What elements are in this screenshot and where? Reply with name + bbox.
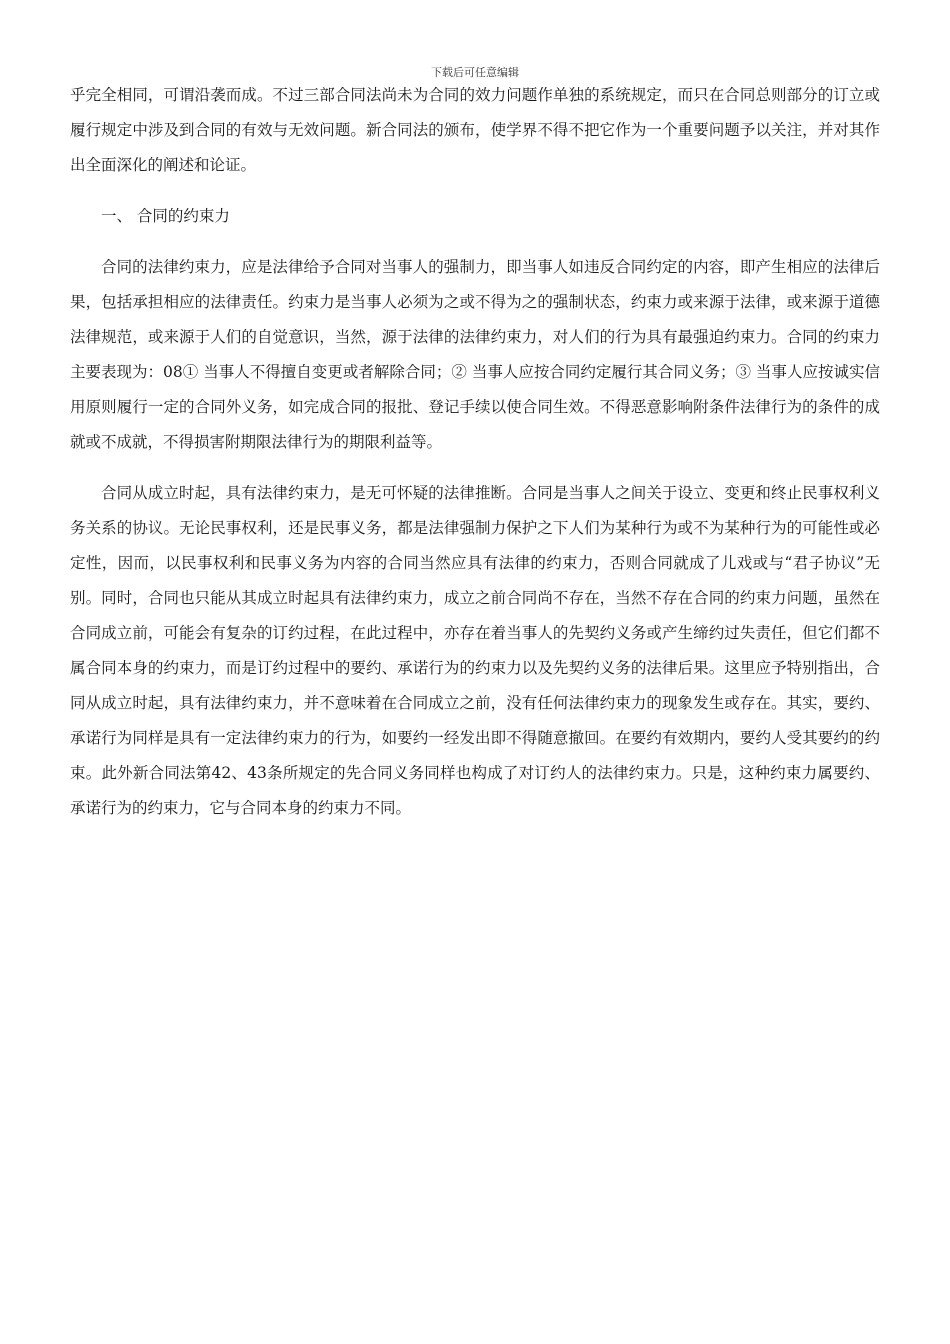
paragraph-gap: [70, 460, 880, 476]
document-body: [70, 78, 880, 826]
paragraph-gap: [70, 234, 880, 250]
paragraph-gap: [70, 183, 880, 199]
paragraph-continuation: 乎完全相同，可谓沿袭而成。不过三部合同法尚未为合同的效力问题作单独的系统规定，而只在合同总则部分的订立或履行规定中涉及到合同的有效与无效问题。新合同法的颁布，使学界不得不把它作为一个重要问题予以关注，并对其作出全面深化的阐述和论证。: [70, 86, 880, 174]
paragraph-binding-force: 合同的法律约束力，应是法律给予合同对当事人的强制力，即当事人如违反合同约定的内容，即产生相应的法律后果，包括承担相应的法律责任。约束力是当事人必须为之或不得为之的强制状态，约束力或来源于法律，或来源于道德法律规范，或来源于人们的自觉意识，当然，源于法律的法律约束力，对人们的行为具有最强迫约束力。合同的约束力主要表现为：08① 当事人不得擅自变更或者解除合同；② 当事人应按合同约定履行其合同义务；③ 当事人应按诚实信用原则履行一定的合同外义务，如完成合同的报批、登记手续以使合同生效。不得恶意影响附条件法律行为的条件的成就或不成就，不得损害附期限法律行为的期限利益等。: [70, 258, 880, 451]
page-header-note: 下载后可任意编辑: [431, 66, 519, 79]
paragraph-formation: 合同从成立时起，具有法律约束力，是无可怀疑的法律推断。合同是当事人之间关于设立、变更和终止民事权利义务关系的协议。无论民事权利，还是民事义务，都是法律强制力保护之下人们为某种行为或不为某种行为的可能性或必定性，因而，以民事权利和民事义务为内容的合同当然应具有法律的约束力，否则合同就成了儿戏或与“君子协议”无别。同时，合同也只能从其成立时起具有法律约束力，成立之前合同尚不存在，当然不存在合同的约束力问题，虽然在合同成立前，可能会有复杂的订约过程，在此过程中，亦存在着当事人的先契约义务或产生缔约过失责任，但它们都不属合同本身的约束力，而是订约过程中的要约、承诺行为的约束力以及先契约义务的法律后果。这里应予特别指出，合同从成立时起，具有法律约束力，并不意味着在合同成立之前，没有任何法律约束力的现象发生或存在。其实，要约、承诺行为同样是具有一定法律约束力的行为，如要约一经发出即不得随意撤回。在要约有效期内，要约人受其要约的约束。此外新合同法第42、43条所规定的先合同义务同样也构成了对订约人的法律约束力。只是，这种约束力属要约、承诺行为的约束力，它与合同本身的约束力不同。: [70, 484, 880, 817]
section-heading: 一、 合同的约束力: [101, 207, 230, 225]
